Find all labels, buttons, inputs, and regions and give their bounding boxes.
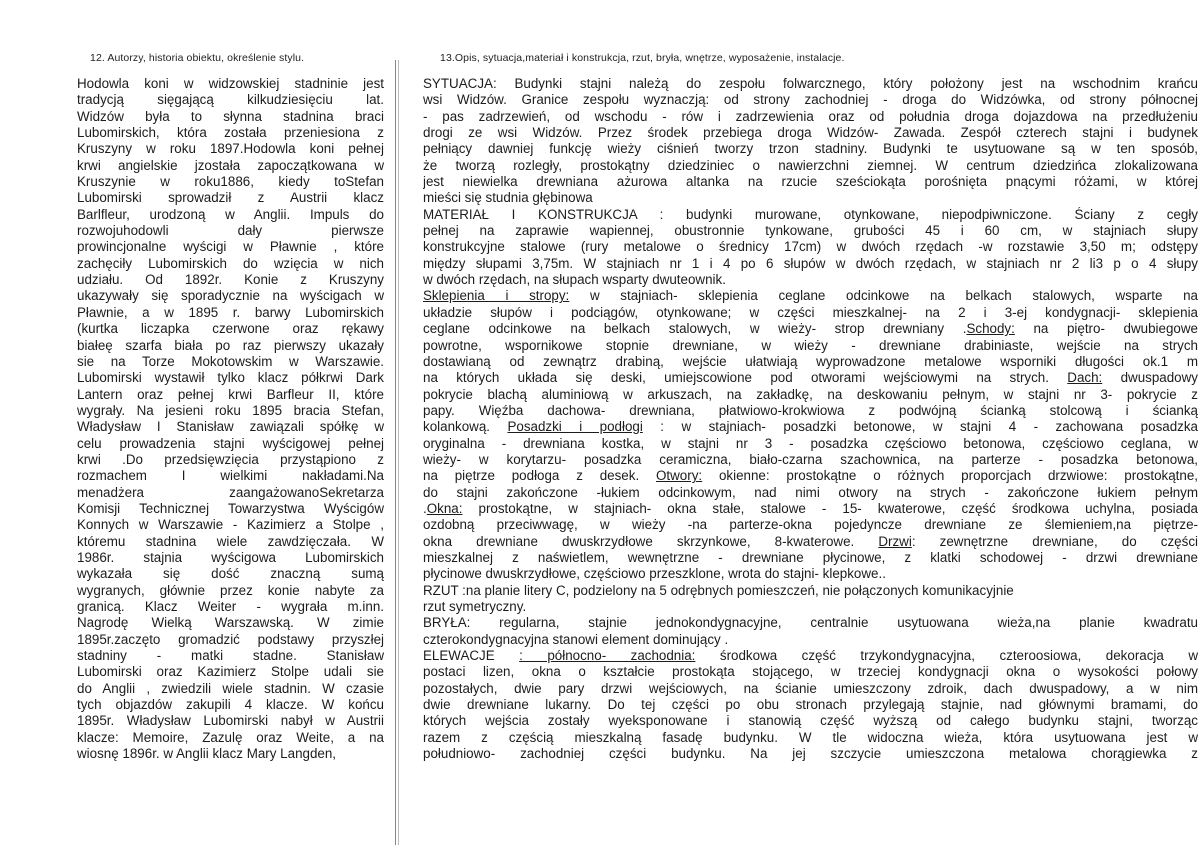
description-line [423,648,1198,664]
subsection-label: : północno- zachodnia: [519,648,696,664]
history-line: Lantern oraz pełnej krwi Barfleur II, które [77,386,384,402]
line-text: BRYŁA: regularna, stajnie jednokondygnacyjne, centralnie usytuowana wieża,na planie kwadratu [423,615,1198,631]
line-text: rzut symetryczny. [423,599,527,614]
description-line [423,697,1198,713]
description-line [423,207,1198,223]
subsection-label: Posadzki i podłogi [507,419,643,435]
line-text: drogi ze wsi Widzów. Przez środek przebiega droga Widzów- Zawada. Zespół czterech stajni i budynek [423,125,1198,141]
description-line [423,158,1198,174]
subsection-label: Sklepienia i stropy: [423,288,570,304]
description-line [423,615,1198,631]
history-line: 1986r. stajnia wyścigowa Lubomirskich [77,549,384,565]
description-line [423,174,1198,190]
history-line: udziału. Od 1892r. Konie z Kruszyny [77,272,384,288]
description-line [423,288,1198,304]
description-line [423,387,1198,403]
description-text-column [423,76,1198,762]
history-line: Lubomirski wystawił tylko klacz półkrwi Dark [77,370,384,386]
description-line [423,468,1198,484]
history-text-column [77,76,384,762]
line-text: płycinowe dwuskrzydłowe, częściowo przeszklone, wrota do stajni- klepkowe.. [423,566,886,582]
history-line: Hodowla koni w widzowskiej stadninie jest [77,76,384,91]
description-line [423,305,1198,321]
line-text: konstrukcyjne stalowe (rury metalowe o średnicy 17cm) w dwóch rzędach -w rozstawie 3,50 m; odstępy [423,239,1198,255]
line-text: oryginalna - drewniana kostka, w stajni nr 3 - posadzka częściowo betonowa, częściowo ceglana, w [423,435,1198,451]
line-text: okienne: prostokątne o różnych proporcjach drzwiowe: prostokątne, [702,468,1198,484]
description-line [423,436,1198,452]
history-line: rozwojuhodowli dały pierwsze [77,223,384,239]
history-line: sie na Torze Mokotowskim w Warszawie. [77,353,384,369]
history-line: Kruszyny w roku 1897.Hodowla koni pełnej [77,141,384,157]
description-line [423,190,1198,206]
history-line: wygrały. Na jesieni roku 1895 bracia Stefan, [77,402,384,418]
description-line [423,583,1198,599]
history-line: prowincjonalne wyścigi w Pławnie , które [77,239,384,255]
line-text: papy. Więźba dachowa- drewniana, płatwiowo-krokwiowa z podwójną ścianką stolcową i ścianką [423,402,1198,418]
line-text: mieszkalnej z naświetlem, wewnętrzne - drewniane płycinowe, z klatki schodowej - drzwi drewniane [423,549,1198,565]
line-text: wsi Widzów. Granice zespołu wyznaczją: od strony zachodniej - droga do Widzówka, od strony północnej [423,92,1198,108]
history-line: stadniny - matki stadne. Stanisław [77,648,384,664]
description-line [423,239,1198,255]
description-line [423,452,1198,468]
line-text: na piętrze podłoga z desek. [423,468,656,484]
description-line [423,746,1198,762]
line-text: RZUT :na planie litery C, podzielony na 5 odrębnych pomieszczeń, nie połączonych komunikacyjnie [423,582,1014,598]
line-text: na których układa się deski, umiejscowione pod otworami wejściowymi na strych. [423,370,1068,386]
subsection-label: Schody: [966,321,1015,337]
line-text: - pas zadrzewień, od wschodu - rów i zadrzewienia oraz od południa droga dojazdowa na przedłużeniu [423,108,1198,124]
description-line [423,256,1198,272]
history-line: ukazywały się sporadycznie na wyścigach w [77,288,384,304]
history-line: Lubomirskich, która została przeniesiona z [77,125,384,141]
description-line [423,730,1198,746]
history-line: Władysław I Stanisław zawiązali spółkę w [77,419,384,435]
history-line: Komisji Technicznej Towarzystwa Wyścigów [77,500,384,516]
subsection-label: Otwory: [656,468,703,484]
description-line [423,550,1198,566]
description-line [423,632,1198,648]
line-text: mieści się studnia głębinowa [423,190,593,206]
history-line: Lubomirski oraz Kazimierz Stolpe udali sie [77,664,384,680]
description-line [423,566,1198,582]
description-line [423,501,1198,517]
history-line: tych objazdów zakupili 4 klacze. W końcu [77,697,384,713]
line-text: środkowa część trzykondygnacyjna, czteroosiowa, dekoracja w [695,648,1198,664]
subsection-label: Okna: [426,500,463,516]
line-text: pełnej na zaprawie wapiennej, obustronnie tynkowane, grubości 45 i 60 cm, w stajniach słupy [423,223,1198,239]
line-text: układzie słupów i podciągów, otynkowane; w części mieszkalnej- na 2 i 3-ej kondygnacji- sklepienia [423,304,1198,320]
description-line [423,713,1198,729]
history-line: Konnych w Warszawie - Kazimierz a Stolpe , [77,517,384,533]
line-text: wieży- w korytarzu- posadzka ceramiczna, biało-czarna szachownica, na parterze - posadzka betonowa, [423,451,1198,467]
description-line [423,485,1198,501]
description-line [423,403,1198,419]
history-line: wykazała się dość znaczną sumą [77,566,384,582]
line-text: których wejścia zostały wyeksponowane i stanowią część wyższą od całego budynku stajni, tworząc [423,713,1198,729]
description-line [423,370,1198,386]
description-line [423,681,1198,697]
line-text: razem z częścią mieszkalną fasadę budynku. W tle widoczna wieża, która usytuowana jest w [423,729,1198,745]
description-line [423,599,1198,615]
description-line [423,321,1198,337]
line-text: że tworzą rozległy, prostokątny dziedziniec o nawierzchni ziemnej. W centrum dziedzińca zlokalizowana [423,157,1198,173]
history-line: do Anglii , zwiedzili wiele stadnin. W czasie [77,680,384,696]
line-text: prostokątne, w stajniach- okna stałe, stalowe - 15- kwaterowe, część środkowa uchylna, posiada [462,500,1198,516]
description-line [423,419,1198,435]
description-line [423,272,1198,288]
line-text: postaci lizen, okna o kształcie prostokąta stojącego, w trzeciej kondygnacji okna o wysokości połowy [423,664,1198,680]
history-line: krwi angielskie jzostała zapoczątkowana w [77,157,384,173]
section-12-heading: 12. Autorzy, historia obiektu, określenie stylu. [90,52,305,64]
description-line [423,354,1198,370]
history-line: (kurtka liczapka czerwone oraz rękawy [77,321,384,337]
description-line [423,517,1198,533]
column-divider-inner [398,60,399,845]
history-line: menadżera zaangażowanoSekretarza [77,484,384,500]
history-line: białeę szarfa biała po raz pierwszy ukazały [77,337,384,353]
line-text: między słupami 3,75m. W stajniach nr 1 i 4 po 6 słupów w dwóch rzędach, w stajniach nr 2 li3 p o 4 słupy [423,255,1198,271]
history-line: wygranych, głównie przez konie nabyte za [77,582,384,598]
history-line: klacze: Memoire, Zazulę oraz Weite, a na [77,729,384,745]
description-line [423,76,1198,92]
description-line [423,125,1198,141]
history-line: tradycją sięgającą kilkudziesięciu lat. [77,92,384,108]
line-text: pokrycie blachą aluminiową w arkuszach, na zakładkę, na deskowaniu pełnym, w stajni nr 3- pokrycie z [423,386,1198,402]
line-text: na piętro- dwubiegowe [1014,321,1198,337]
history-line: Barlfleur, urodzoną w Anglii. Impuls do [77,206,384,222]
line-text: dostawianą od zewnątrz drabiną, wejście ułatwiają wyprowadzone metalowe wsporniki długości ok.1 m [423,353,1198,369]
line-text: do stajni zakończone -łukiem odcinkowym, nad nimi otwory na strych - zakończone łukiem pełnym [423,484,1198,500]
history-line: granicą. Klacz Weiter - wygrała m.inn. [77,599,384,614]
history-line: Nagrodę Wielką Warszawską. W zimie [77,615,384,631]
description-line [423,92,1198,108]
line-text: ELEWACJE [423,648,520,664]
line-text: powrotne, wspornikowe stopnie drewniane, w wieży - drewniane drabiniaste, wejście na strych [423,337,1198,353]
history-line: Widzów była to słynna stadnina braci [77,108,384,124]
line-text: dwuspadowy [1102,370,1198,386]
line-text: ceglane odcinkowe na belkach stalowych, w wieży- strop drewniany . [423,321,967,337]
column-divider [395,60,396,845]
description-line [423,109,1198,125]
line-text: kolankową. [423,419,508,435]
line-text: jest niewielka drewniana ażurowa altanka na rzucie sześciokąta porośnięta pnącymi różami, w której [423,174,1198,190]
history-line: 1895r.zaczęto gromadzić podstawy przyszłej [77,631,384,647]
description-line [423,338,1198,354]
line-text: pozostałych, dwie pary drzwi wejściowych, na ścianie umieszczony zdroik, dach dwuspadowy, a w nim [423,680,1198,696]
line-text: pełniący dawniej funkcję wieży ciśnień tworzy trzon stadniny. Budynki te usytuowane są w ten sposób, [423,141,1198,157]
description-line [423,664,1198,680]
history-line: celu prowadzenia stajni wyścigowej pełnej [77,435,384,451]
line-text: południowo- zachodniej części budynku. Na jej szczycie umieszczona metalowa chorągiewka z [423,746,1198,762]
line-text: czterokondygnacyjna stanowi element dominujący . [423,631,729,647]
line-text: . [423,500,427,516]
description-line [423,141,1198,157]
line-text: : w stajniach- posadzki betonowe, w stajni 4 - zachowana posadzka [642,419,1198,435]
subsection-label: Drzwi [878,533,912,549]
history-line: Pławnie, a w 1895 r. barwy Lubomirskich [77,304,384,320]
description-line [423,223,1198,239]
line-text: w dwóch rzędach, na słupach wsparty dwuteownik. [423,272,726,288]
history-line: któremu stadnina wiele zawdzięczała. W [77,533,384,549]
line-text: okna drewniane dwuskrzydłowe skrzynkowe, 8-kwaterowe. [423,533,879,549]
history-line: zachęciły Lubomirskich do wzięcia w nich [77,255,384,271]
history-line: Kruszynie w roku1886, kiedy toStefan [77,174,384,190]
line-text: : zewnętrzne drewniane, do części [911,533,1198,549]
history-line: Lubomirski sprowadził z Austrii klacz [77,190,384,206]
history-line: wiosnę 1896r. w Anglii klacz Mary Langden, [77,746,337,762]
history-line: rozmachem I wielkimi nakładami.Na [77,468,384,484]
section-13-heading: 13.Opis, sytuacja,materiał i konstrukcja, rzut, bryła, wnętrze, wyposażenie, instalacje. [440,52,845,64]
line-text: SYTUACJA: Budynki stajni należą do zespołu folwarcznego, który położony jest na wschodnim krańcu [423,76,1198,91]
line-text: ozdobną przeciwwagę, w wieży -na parterze-okna pojedyncze drewniane ze ślemieniem,na piętrze- [423,517,1198,533]
history-line: krwi .Do przedsięwzięcia przystąpiono z [77,451,384,467]
line-text: MATERIAŁ I KONSTRUKCJA : budynki murowane, otynkowane, niepodpiwniczone. Ściany z cegły [423,206,1198,222]
description-line [423,534,1198,550]
history-line: 1895r. Władysław Lubomirski nabył w Austrii [77,713,384,729]
subsection-label: Dach: [1067,370,1103,386]
line-text: dwie drewniane lukarny. Do tej części po obu stronach przylegają stajnie, nad głównymi bramami, do [423,697,1198,713]
line-text: w stajniach- sklepienia ceglane odcinkowe na belkach stalowych, wsparte na [569,288,1198,304]
